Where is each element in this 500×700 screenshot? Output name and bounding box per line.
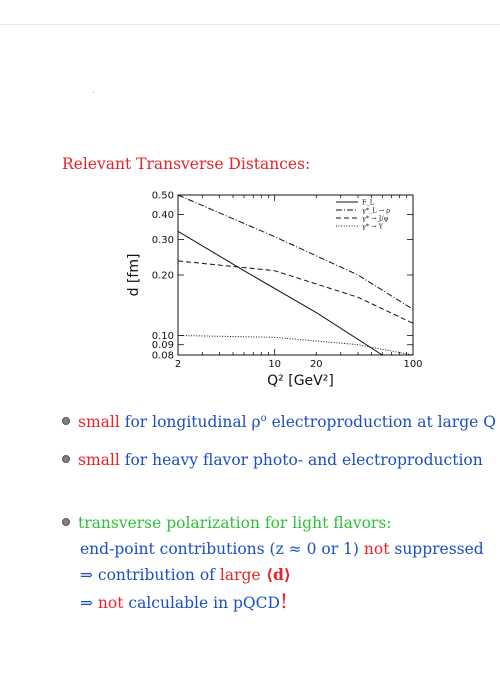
- bullet-item-2: [62, 451, 483, 469]
- subline-1-text: end-point contributions (z ≈ 0 or 1): [80, 540, 364, 558]
- legend-label-2: γ*_L → ρ: [362, 206, 391, 215]
- subline-3-emph: not: [97, 594, 124, 612]
- subline-3-text: calculable in pQCD: [123, 594, 280, 612]
- series-line-3: [178, 261, 413, 323]
- bullet-text-3: [78, 514, 392, 532]
- bullet-item-3: [62, 514, 392, 532]
- x-tick-label: 2: [174, 359, 182, 370]
- bullet-icon: [62, 417, 70, 425]
- chart-svg: [108, 185, 428, 397]
- distance-chart: [108, 185, 428, 397]
- legend-label-1: F_L: [362, 198, 375, 207]
- bullet-1-part-3: o: [260, 413, 267, 424]
- bullet-text-1: [78, 413, 496, 431]
- bullet-1-part-1: small: [78, 413, 120, 432]
- y-tick-label: 0.50: [151, 190, 174, 202]
- bullet-2-part-2: for heavy flavor photo- and electroproduction: [119, 451, 483, 469]
- subline-1-emph: not: [363, 540, 390, 558]
- bullet-3-part-1: transverse polarization for light flavors:: [78, 514, 392, 532]
- y-tick-label: 0.30: [151, 235, 174, 247]
- bullet-icon: [62, 455, 70, 463]
- subline-3-arrow: ⇒: [80, 594, 98, 612]
- legend-label-3: γ* → J/ψ: [362, 214, 389, 223]
- bullet-icon: [62, 518, 70, 526]
- series-line-1: [178, 231, 382, 355]
- subline-calculable: [80, 589, 288, 613]
- x-tick-label: 100: [403, 359, 423, 370]
- legend-label-4: γ* → Υ: [362, 222, 384, 231]
- scan-speck: [93, 92, 94, 93]
- y-tick-label: 0.08: [151, 350, 174, 362]
- bullet-1-part-4: electroproduction at large Q: [266, 413, 496, 432]
- top-divider: [0, 24, 500, 25]
- y-tick-label: 0.20: [151, 270, 174, 282]
- subline-2-text: ⇒ contribution of: [80, 566, 220, 584]
- x-tick-label: 10: [268, 359, 282, 370]
- subline-end-point: [80, 540, 484, 558]
- bullet-text-2: [78, 451, 483, 469]
- y-axis-label: d [fm]: [126, 253, 142, 297]
- subline-contribution: [80, 565, 291, 584]
- subline-1-tail: suppressed: [389, 540, 484, 558]
- bullet-2-part-1: small: [78, 451, 120, 469]
- x-axis-label: Q² [GeV²]: [267, 373, 334, 389]
- section-heading: Relevant Transverse Distances:: [62, 155, 311, 173]
- bullet-item-1: [62, 413, 496, 431]
- y-tick-label: 0.10: [151, 331, 174, 343]
- subline-3-bang: !: [279, 589, 288, 613]
- y-tick-label: 0.09: [151, 340, 174, 352]
- y-tick-label: 0.40: [151, 209, 174, 221]
- x-tick-label: 20: [309, 359, 323, 370]
- subline-2-tail: ⟨d⟩: [260, 565, 291, 584]
- bullet-1-part-2: for longitudinal ρ: [119, 413, 261, 432]
- subline-2-emph: large: [219, 566, 261, 584]
